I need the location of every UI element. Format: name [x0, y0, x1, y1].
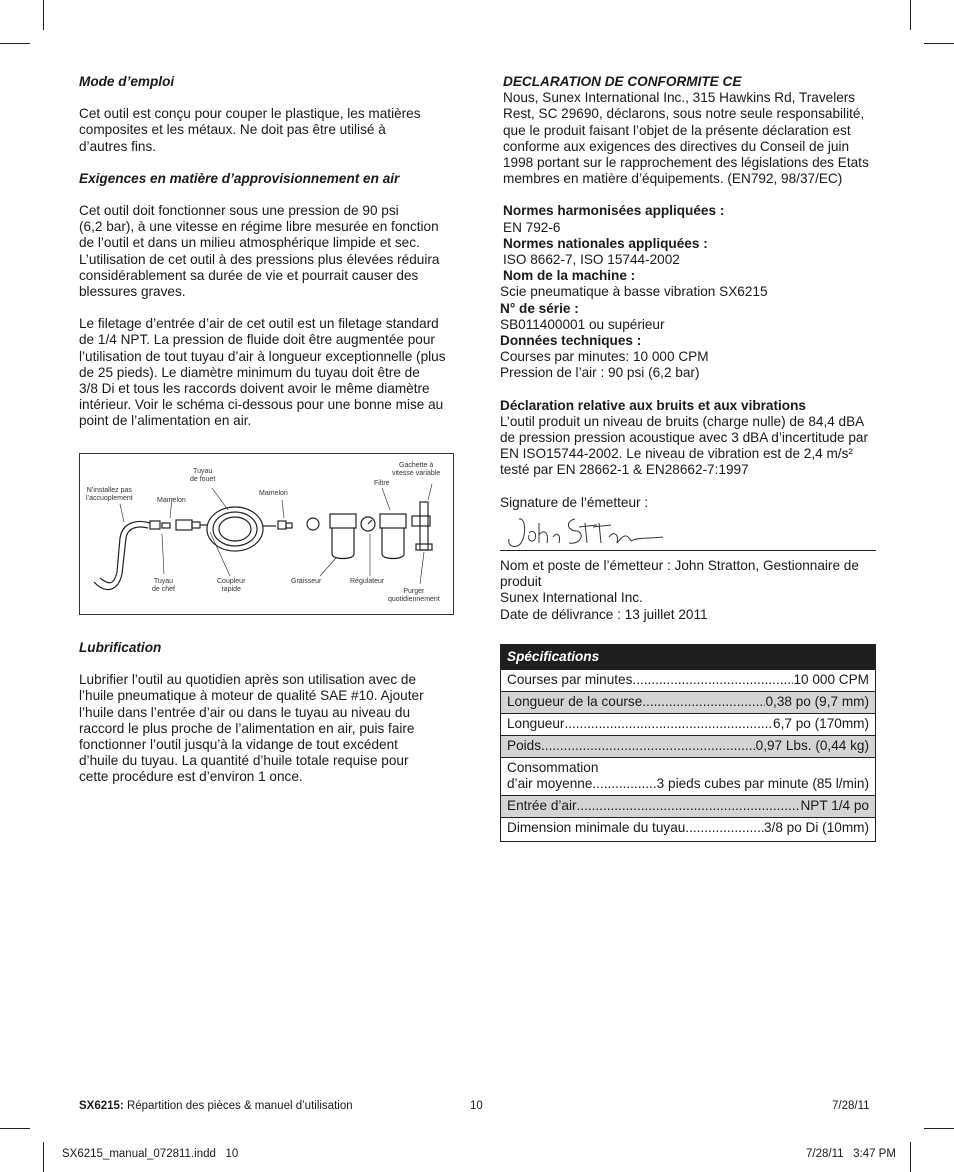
text-line: conforme aux exigences des directives du Conseil de juin — [503, 138, 850, 154]
crop-mark — [43, 0, 44, 30]
text-line: de 25 pieds). Le diamètre minimum du tuyau doit être de — [79, 364, 420, 380]
label-line: Mamelon — [157, 497, 186, 504]
crop-mark — [0, 43, 30, 44]
label-filter — [374, 480, 390, 488]
text-line: Lubrifier l’outil au quotidien après son utilisation avec de — [79, 672, 417, 688]
national-norms-value: ISO 8662-7, ISO 15744-2002 — [503, 252, 680, 268]
dot-leader — [541, 738, 756, 754]
text-line: testé par EN 28662-1 & EN28662-7:1997 — [500, 462, 749, 478]
text-line: Cet outil est conçu pour couper le plastique, les matières — [79, 106, 421, 122]
air-paragraph-2 — [79, 316, 455, 429]
dot-leader — [577, 798, 801, 814]
label-line: Tuyau — [153, 578, 174, 585]
text-line: de 1/4 NPT. La pression de fluide doit être augmentée pour — [79, 332, 435, 348]
label-line: rapide — [221, 586, 241, 593]
spec-value: 0,97 Lbs. (0,44 kg) — [755, 738, 869, 753]
spec-key: Poids — [507, 738, 542, 753]
label-line: Mamelon — [259, 490, 288, 497]
spec-row — [501, 735, 875, 757]
label-nipple-1 — [157, 497, 186, 505]
spec-value: 6,7 po (170mm) — [773, 716, 869, 731]
crop-mark — [924, 43, 954, 44]
label-line: de fouet — [190, 476, 216, 483]
footer-title — [79, 1100, 353, 1112]
lubrication-heading: Lubrification — [79, 640, 162, 655]
text-line: Nom et poste de l’émetteur : John Stratton, Gestionnaire de — [500, 558, 859, 573]
serial-value: SB011400001 ou supérieur — [500, 316, 665, 332]
text-line: Courses par minutes: 10 000 CPM — [500, 349, 709, 365]
page-number: 10 — [470, 1100, 483, 1112]
footer-model: SX6215: — [79, 1100, 124, 1112]
text-line: composites et les métaux. Ne doit pas être utilisé à — [79, 122, 386, 138]
signature-line — [500, 550, 876, 551]
declaration-heading: DECLARATION DE CONFORMITE CE — [503, 74, 742, 89]
crop-mark — [910, 1142, 911, 1172]
label-no-coupling — [86, 487, 133, 503]
signature-label: Signature de l’émetteur : — [500, 494, 649, 510]
text-line: l’utilisation de tout tuyau d’air à longueur exceptionnelle (plus — [79, 348, 446, 364]
file-timestamp: 7/28/11 3:47 PM — [806, 1148, 896, 1160]
dot-leader — [642, 694, 765, 710]
specifications-table — [500, 644, 876, 842]
spec-row — [501, 757, 875, 795]
air-supply-diagram — [79, 453, 454, 615]
file-slug: SX6215_manual_072811.indd 10 — [62, 1148, 239, 1160]
text-line: L’outil produit un niveau de bruits (charge nulle) de 84,4 dBA — [500, 413, 865, 429]
text-line: point de l’alimentation en air. — [79, 413, 252, 429]
label-line: Filtre — [374, 480, 390, 487]
footer-date: 7/28/11 — [832, 1100, 870, 1112]
harmonized-norms-value: EN 792-6 — [503, 219, 561, 235]
label-line: N’installez pas — [86, 487, 132, 494]
text-line: de l’outil et dans un milieu atmosphérique limpide et sec. — [79, 235, 420, 251]
dot-leader — [592, 776, 656, 792]
label-line: quotidiennement — [388, 596, 440, 603]
spec-value: 10 000 CPM — [793, 672, 869, 687]
air-heading: Exigences en matière d’approvisionnement en air — [79, 170, 400, 186]
text-line: de pression pression acoustique avec 3 dBA d’incertitude par — [500, 430, 869, 446]
label-drain-daily — [388, 588, 440, 604]
dot-leader — [685, 820, 764, 836]
text-line: l’huile pneumatique à moteur de qualité SAE #10. Ajouter — [79, 688, 424, 704]
text-line: Le filetage d’entrée d’air de cet outil est un filetage standard — [79, 316, 439, 332]
spec-value: 3 pieds cubes par minute (85 l/min) — [656, 776, 869, 791]
label-line: vitesse variable — [392, 470, 441, 477]
spec-key: Longueur — [507, 716, 565, 731]
text-line: l’huile dans l’entrée d’air ou dans le tuyau au niveau du — [79, 704, 411, 720]
spec-value: 0,38 po (9,7 mm) — [765, 694, 869, 709]
text-line: Sunex International Inc. — [500, 590, 643, 606]
label-trigger — [392, 462, 440, 478]
footer-doc-title: Répartition des pièces & manuel d’utilisation — [123, 1100, 353, 1112]
handwritten-signature — [505, 513, 665, 553]
text-line: Pression de l’air : 90 psi (6,2 bar) — [500, 365, 700, 381]
harmonized-norms-label: Normes harmonisées appliquées : — [503, 203, 725, 219]
spec-key: Consommation — [507, 760, 599, 775]
text-line: fonctionner l’outil jusqu’à la vidange de tout excédent — [79, 737, 398, 753]
spec-key: Entrée d’air — [507, 798, 577, 813]
spec-row — [501, 669, 875, 691]
machine-name-value: Scie pneumatique à basse vibration SX6215 — [500, 284, 768, 300]
text-line: membres en matière d’équipements. (EN792, 98/37/EC) — [503, 171, 843, 187]
label-regulator — [350, 578, 384, 586]
text-line: considérablement sa durée de vie et pourrait causer des — [79, 267, 419, 283]
text-line: 1998 portant sur le rapprochement des législations des Etats — [503, 155, 869, 171]
text-line: produit — [500, 574, 542, 590]
declaration-paragraph — [500, 90, 878, 187]
label-line: Gachette à — [399, 462, 434, 469]
label-line: de chef — [152, 586, 175, 593]
text-line: (6,2 bar), à une vitesse en régime libre mesurée en fonction — [79, 219, 439, 235]
text-line: blessures graves. — [79, 284, 186, 300]
spec-row — [501, 817, 875, 841]
text-line: cette procédure est d’environ 1 once. — [79, 769, 303, 785]
text-line: Date de délivrance : 13 juillet 2011 — [500, 606, 708, 622]
air-paragraph-1 — [79, 203, 455, 300]
text-line: Rest, SC 29690, déclarons, sous notre seule responsabilité, — [503, 106, 865, 122]
right-column — [500, 74, 878, 511]
label-line: Coupleur — [217, 578, 246, 585]
spec-value: NPT 1/4 po — [800, 798, 869, 813]
spec-row-line — [507, 776, 869, 792]
issuer-block — [500, 558, 878, 623]
mode-paragraph — [79, 106, 455, 155]
label-line: Régulateur — [350, 578, 385, 585]
spec-row — [501, 795, 875, 817]
technical-data-label: Données techniques : — [500, 333, 642, 349]
spec-key: Longueur de la course — [507, 694, 643, 709]
spec-row — [501, 713, 875, 735]
text-line: que le produit faisant l’objet de la présente déclaration est — [503, 122, 851, 138]
spec-row — [501, 691, 875, 713]
text-line: intérieur. Voir le schéma ci-dessous pour une bonne mise au — [79, 397, 444, 413]
text-line: raccord le plus proche de l’alimentation en air, puis faire — [79, 720, 415, 736]
spec-key: d’air moyenne — [507, 776, 593, 791]
left-column — [79, 74, 455, 430]
dot-leader — [632, 672, 793, 688]
spec-key: Courses par minutes — [507, 672, 633, 687]
lubrication-section — [79, 640, 455, 786]
text-line: 3/8 Di et tous les raccords doivent avoir le même diamètre — [79, 381, 430, 397]
label-line: Purger — [403, 588, 425, 595]
text-line: Nous, Sunex International Inc., 315 Hawkins Rd, Travelers — [503, 90, 856, 106]
label-lubricator — [291, 578, 321, 586]
noise-heading: Déclaration relative aux bruits et aux vibrations — [500, 397, 806, 413]
text-line: d’huile du tuyau. La quantité d’huile totale requise pour — [79, 753, 409, 769]
text-line: Cet outil doit fonctionner sous une pression de 90 psi — [79, 203, 399, 219]
mode-heading: Mode d’emploi — [79, 74, 175, 89]
label-line: l’accuoplement — [86, 495, 133, 502]
crop-mark — [924, 1128, 954, 1129]
dot-leader — [564, 716, 773, 732]
label-line: Tuyau — [193, 468, 213, 475]
crop-mark — [0, 1128, 30, 1129]
spec-key: Dimension minimale du tuyau — [507, 820, 686, 835]
specifications-title: Spécifications — [501, 645, 875, 669]
spec-value: 3/8 po Di (10mm) — [763, 820, 869, 835]
machine-name-label: Nom de la machine : — [503, 268, 636, 284]
crop-mark — [43, 1142, 44, 1172]
label-nipple-2 — [259, 490, 288, 498]
text-line: L’utilisation de cet outil à des pressions plus élevées réduira — [79, 251, 440, 267]
text-line: EN ISO15744-2002. Le niveau de vibration est de 2,4 m/s² — [500, 446, 853, 462]
text-line: d’autres fins. — [79, 138, 157, 154]
serial-label: N° de série : — [500, 300, 579, 316]
label-line: Graisseur — [291, 578, 322, 585]
national-norms-label: Normes nationales appliquées : — [503, 235, 708, 251]
crop-mark — [910, 0, 911, 30]
label-quick-coupler — [217, 578, 245, 594]
label-whip-hose — [190, 468, 215, 484]
label-leader-hose — [152, 578, 175, 594]
